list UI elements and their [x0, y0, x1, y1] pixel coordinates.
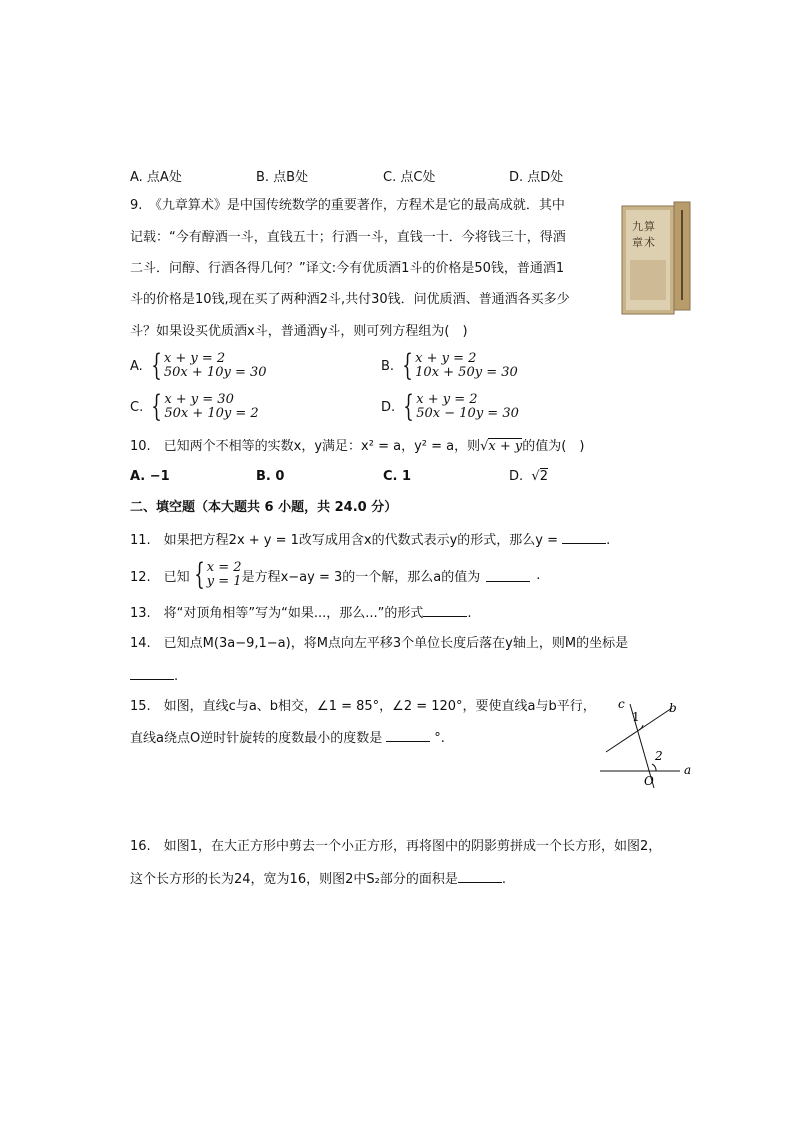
answer-blank[interactable] — [130, 667, 174, 680]
q9-d-eq2: 50x − 10y = 30 — [416, 406, 519, 421]
q9-line-2: 记载：“今有醇酒一斗，直钱五十；行酒一斗，直钱一十．今将钱三十，得酒 — [130, 230, 566, 245]
q14-answer-line — [130, 667, 178, 686]
q8-option-b: B. 点B处 — [256, 170, 309, 185]
q10-option-d-prefix: D. — [509, 469, 532, 484]
q12-question — [130, 557, 541, 592]
angle-2-arc — [652, 764, 656, 771]
svg-text:九: 九 — [632, 220, 643, 233]
q15-figure — [596, 694, 700, 792]
q8-option-a: A. 点A处 — [130, 170, 182, 185]
q12-eq1: x = 2 — [206, 560, 242, 575]
q11-end: . — [606, 533, 611, 548]
q9-line-3: 二斗．问醇、行酒各得几何？”译文:今有优质酒1斗的价格是50钱，普通酒1 — [130, 261, 565, 276]
section-2-heading: 二、填空题（本大题共 6 小题，共 24.0 分） — [130, 500, 398, 515]
q9-b-eq2: 10x + 50y = 30 — [415, 365, 518, 380]
q16-text: 这个长方形的长为24，宽为16，则图2中S₂部分的面积是 — [130, 872, 458, 887]
label-angle-2: 2 — [655, 749, 663, 763]
answer-blank[interactable] — [562, 531, 606, 544]
q15-line-2 — [130, 729, 445, 748]
q8-option-d: D. 点D处 — [509, 170, 564, 185]
book-cover-image — [620, 200, 692, 316]
q9-option-d — [381, 389, 519, 424]
q9-c-eq1: x + y = 30 — [164, 392, 234, 407]
label-o: O — [644, 774, 654, 788]
q10-option-a: A. −1 — [130, 469, 170, 484]
q12-eq2: y = 1 — [206, 574, 242, 589]
answer-blank[interactable] — [386, 729, 430, 742]
q15-end: °. — [434, 731, 445, 746]
q10-option-c: C. 1 — [383, 469, 412, 484]
q15-line-1: 15. 如图，直线c与a、b相交，∠1 = 85°，∠2 = 120°，要使直线a与b平行， — [130, 699, 596, 714]
q12-mid: 是方程x−ay = 3的一个解，那么a的值为 — [241, 569, 481, 585]
q9-option-c — [130, 389, 259, 424]
q9-option-b-label: B. — [381, 358, 395, 374]
label-angle-1: 1 — [632, 710, 640, 724]
q10-radicand: x + y — [488, 439, 523, 454]
sqrt-icon: √ — [531, 469, 540, 484]
q13-question — [130, 604, 472, 623]
brace-icon: { — [151, 389, 163, 424]
svg-text:章: 章 — [632, 236, 643, 249]
q10-option-b: B. 0 — [256, 469, 285, 484]
svg-text:算: 算 — [644, 220, 655, 233]
q9-option-a-label: A. — [130, 358, 143, 374]
q9-d-eq1: x + y = 2 — [416, 392, 478, 407]
sqrt-icon: √ — [480, 439, 489, 454]
q16-line-2 — [130, 870, 506, 889]
q10-text: 10. 已知两个不相等的实数x，y满足：x² = a，y² = a，则 — [130, 439, 481, 454]
q12-end: . — [536, 567, 541, 583]
brace-icon: { — [193, 557, 205, 592]
label-b: b — [669, 701, 677, 715]
q10-tail: 的值为( ) — [522, 439, 585, 454]
answer-blank[interactable] — [486, 569, 530, 582]
q9-option-c-label: C. — [130, 399, 144, 415]
answer-blank[interactable] — [423, 604, 467, 617]
q8-option-c: C. 点C处 — [383, 170, 436, 185]
q9-b-eq1: x + y = 2 — [415, 351, 477, 366]
brace-icon: { — [151, 348, 162, 383]
q14-question: 14. 已知点M(3a−9,1−a)，将M点向左平移3个单位长度后落在y轴上，则M的坐标是 — [130, 636, 629, 651]
label-c: c — [618, 697, 625, 711]
q9-option-d-label: D. — [381, 399, 396, 415]
q9-a-eq1: x + y = 2 — [163, 351, 226, 366]
q10-option-d-radicand: 2 — [539, 469, 548, 484]
q13-end: . — [467, 606, 472, 621]
q9-option-a — [130, 348, 267, 383]
q9-c-eq2: 50x + 10y = 2 — [164, 406, 259, 421]
q9-line-5: 斗？如果设买优质酒x斗，普通酒y斗，则可列方程组为( ) — [130, 324, 468, 339]
svg-text:术: 术 — [644, 236, 655, 249]
q12-prefix: 12. 已知 — [130, 569, 190, 585]
q10-option-d — [509, 469, 548, 484]
q10-question — [130, 438, 584, 456]
q9-option-b — [381, 348, 518, 383]
brace-icon: { — [402, 348, 413, 383]
q11-question — [130, 531, 610, 550]
q16-end: . — [501, 872, 506, 887]
q9-line-4: 斗的价格是10钱,现在买了两种酒2斗,共付30钱．问优质酒、普通酒各买多少 — [130, 292, 570, 307]
q16-line-1: 16. 如图1，在大正方形中剪去一个小正方形，再将图中的阴影剪拼成一个长方形，如图2， — [130, 839, 662, 854]
q13-text: 13. 将“对顶角相等”写为“如果...，那么...”的形式 — [130, 606, 424, 621]
answer-blank[interactable] — [458, 870, 502, 883]
q14-end: . — [174, 669, 179, 684]
q9-a-eq2: 50x + 10y = 30 — [163, 365, 267, 380]
q9-line-1: 9. 《九章算术》是中国传统数学的重要著作，方程术是它的最高成就．其中 — [130, 198, 565, 213]
q11-text: 11. 如果把方程2x + y = 1改写成用含x的代数式表示y的形式，那么y = — [130, 533, 563, 548]
label-a: a — [684, 763, 692, 777]
q15-text: 直线a绕点O逆时针旋转的度数最小的度数是 — [130, 731, 383, 746]
brace-icon: { — [403, 389, 414, 424]
